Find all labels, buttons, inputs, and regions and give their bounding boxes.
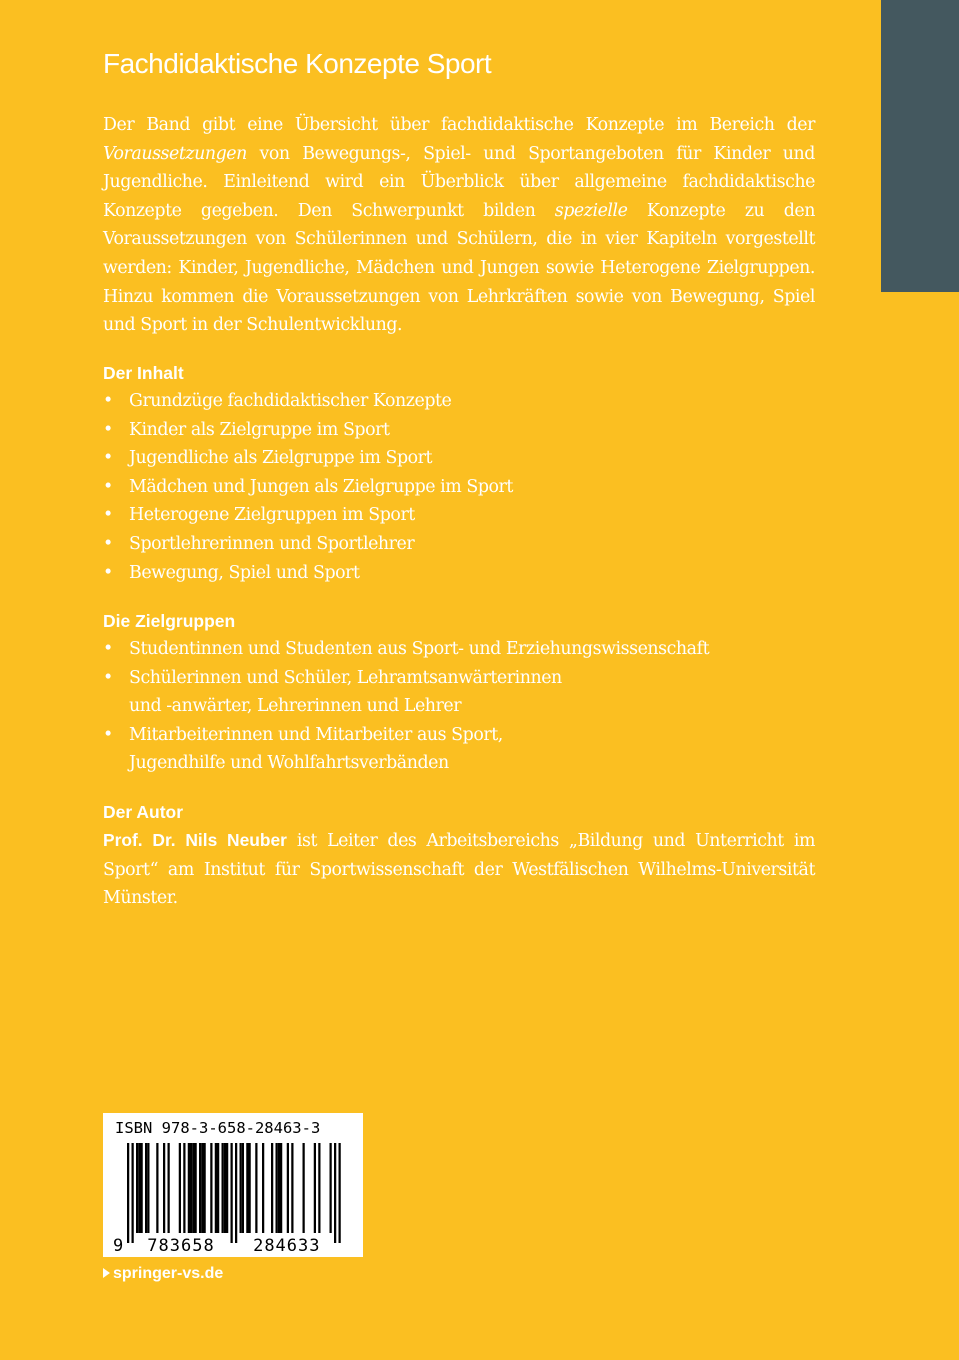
description (103, 111, 815, 340)
description-part-3: Konzepte zu den Voraussetzungen von Schülerinnen und Schülern, die in vier Kapiteln vorgestellt werden: Kinder, Jugendliche, Mädchen und Jungen sowie Heterogene Zielgruppen. Hinzu kommen die Voraussetzungen von Lehrkräften sowie von Bewegung, Spiel und Sport in der Schulentwicklung. (103, 200, 815, 336)
list-item (103, 664, 815, 721)
description-part-1: Der Band gibt eine Übersicht über fachdidaktische Konzepte im Bereich der (103, 115, 815, 135)
barcode-bar (224, 1143, 226, 1233)
bullet-icon: • (103, 476, 113, 497)
barcode-bar (163, 1143, 165, 1233)
barcode-bar (145, 1143, 147, 1233)
author-name: Prof. Dr. Nils Neuber (103, 830, 287, 850)
barcode-bar (280, 1143, 282, 1233)
barcode-bar (291, 1143, 293, 1233)
barcode-bar (136, 1143, 138, 1233)
list-item-text: Mitarbeiterinnen und Mitarbeiter aus Sport, (129, 724, 503, 745)
contents-heading: Der Inhalt (103, 363, 184, 383)
list-item-text: Heterogene Zielgruppen im Sport (129, 505, 415, 526)
barcode-bar (156, 1143, 158, 1233)
barcode-bar (127, 1143, 129, 1243)
barcode-bar (215, 1143, 217, 1233)
isbn-label: ISBN 978-3-658-28463-3 (115, 1119, 321, 1137)
contents-list (103, 387, 815, 587)
list-item-text: Bewegung, Spiel und Sport (129, 562, 360, 583)
website-text: springer-vs.de (113, 1265, 224, 1282)
barcode-digits-left: 783658 (147, 1236, 215, 1256)
list-item (103, 387, 815, 416)
bullet-icon: • (103, 533, 113, 554)
list-item (103, 416, 815, 445)
barcode-digits-right: 284633 (253, 1236, 321, 1256)
list-item (103, 530, 815, 559)
barcode-digit-lead: 9 (113, 1236, 124, 1256)
list-item (103, 444, 815, 473)
barcode-bar (222, 1143, 224, 1233)
bullet-icon: • (103, 505, 113, 526)
barcode-bar (138, 1143, 140, 1233)
description-part-2: von Bewegungs-, Spiel- und Sportangeboten für Kinder und Jugendliche. Einleitend wird ein Überblick über allgemeine fachdidaktische Konzepte gegeben. Den Schwerpunkt bilden (103, 143, 815, 221)
list-item (103, 473, 815, 502)
barcode-bar (147, 1143, 149, 1233)
list-item-text: Kinder als Zielgruppe im Sport (129, 419, 390, 440)
barcode-bar (314, 1143, 316, 1233)
side-color-tab (881, 0, 959, 292)
barcode-bar (132, 1143, 134, 1243)
barcode-bar (318, 1143, 320, 1233)
barcode-bar (287, 1143, 289, 1233)
barcode-bar (249, 1143, 251, 1233)
list-item-text: Jugendliche als Zielgruppe im Sport (129, 448, 433, 469)
website-link[interactable] (103, 1264, 223, 1284)
author-description: ist Leiter des Arbeitsbereichs „Bildung und Unterricht im Sport“ am Institut für Sportwissenschaft der Westfälischen Wilhelms-Universität Münster. (103, 831, 815, 909)
barcode-bar (192, 1143, 194, 1233)
barcode-bar (217, 1143, 219, 1233)
barcode-bar (231, 1143, 233, 1243)
barcode-bar (246, 1143, 248, 1233)
target-groups-heading: Die Zielgruppen (103, 611, 236, 631)
list-item (103, 635, 815, 664)
barcode-bar (330, 1143, 332, 1233)
barcode-bar (240, 1143, 242, 1233)
barcode-bar (190, 1143, 192, 1233)
barcode-bar (334, 1143, 336, 1243)
bullet-icon: • (103, 724, 113, 745)
author-bio (103, 826, 815, 913)
book-title: Fachdidaktische Konzepte Sport (103, 48, 492, 79)
barcode-bar (262, 1143, 264, 1233)
barcode-bar (276, 1143, 278, 1233)
barcode-bar (339, 1143, 341, 1243)
bullet-icon: • (103, 639, 113, 659)
description-emphasis-1: Voraussetzungen (103, 143, 247, 164)
barcode-bar (278, 1143, 280, 1233)
target-groups-list (103, 635, 815, 778)
barcode-bar (188, 1143, 190, 1233)
arrow-right-icon (103, 1268, 110, 1278)
list-item-text: Jugendhilfe und Wohlfahrtsverbänden (129, 753, 449, 774)
barcode-bars (127, 1143, 341, 1243)
barcode-bar (183, 1143, 185, 1233)
list-item-text: Mädchen und Jungen als Zielgruppe im Sport (129, 476, 513, 497)
list-item-text: Sportlehrerinnen und Sportlehrer (129, 533, 415, 554)
barcode-bar (303, 1143, 305, 1233)
bullet-icon: • (103, 391, 113, 411)
barcode-bar (199, 1143, 201, 1233)
list-item (103, 721, 815, 778)
list-item-text: Schülerinnen und Schüler, Lehramtsanwärterinnen (129, 667, 562, 688)
description-paragraph (103, 111, 815, 340)
bullet-icon: • (103, 419, 113, 440)
barcode-bar (242, 1143, 244, 1233)
bullet-icon: • (103, 562, 113, 583)
list-item (103, 501, 815, 530)
barcode-bar (255, 1143, 257, 1233)
barcode-bar (235, 1143, 237, 1243)
description-emphasis-2: spezielle (554, 200, 628, 221)
barcode-bar (210, 1143, 212, 1233)
barcode-bar (226, 1143, 228, 1233)
barcode-bar (141, 1143, 143, 1233)
barcode-bar (179, 1143, 181, 1233)
list-item-text: und -anwärter, Lehrerinnen und Lehrer (129, 696, 462, 717)
bullet-icon: • (103, 667, 113, 688)
list-item (103, 559, 815, 588)
barcode-bar (271, 1143, 273, 1233)
barcode-graphic (103, 1113, 363, 1257)
barcode-bar (195, 1143, 197, 1233)
barcode-bar (168, 1143, 170, 1233)
isbn-barcode (103, 1113, 363, 1257)
list-item-text: Grundzüge fachdidaktischer Konzepte (129, 391, 452, 411)
bullet-icon: • (103, 448, 113, 469)
list-item-text: Studentinnen und Studenten aus Sport- und Erziehungswissenschaft (129, 639, 710, 659)
author-heading: Der Autor (103, 802, 184, 822)
barcode-bar (204, 1143, 206, 1233)
barcode-bar (201, 1143, 203, 1233)
